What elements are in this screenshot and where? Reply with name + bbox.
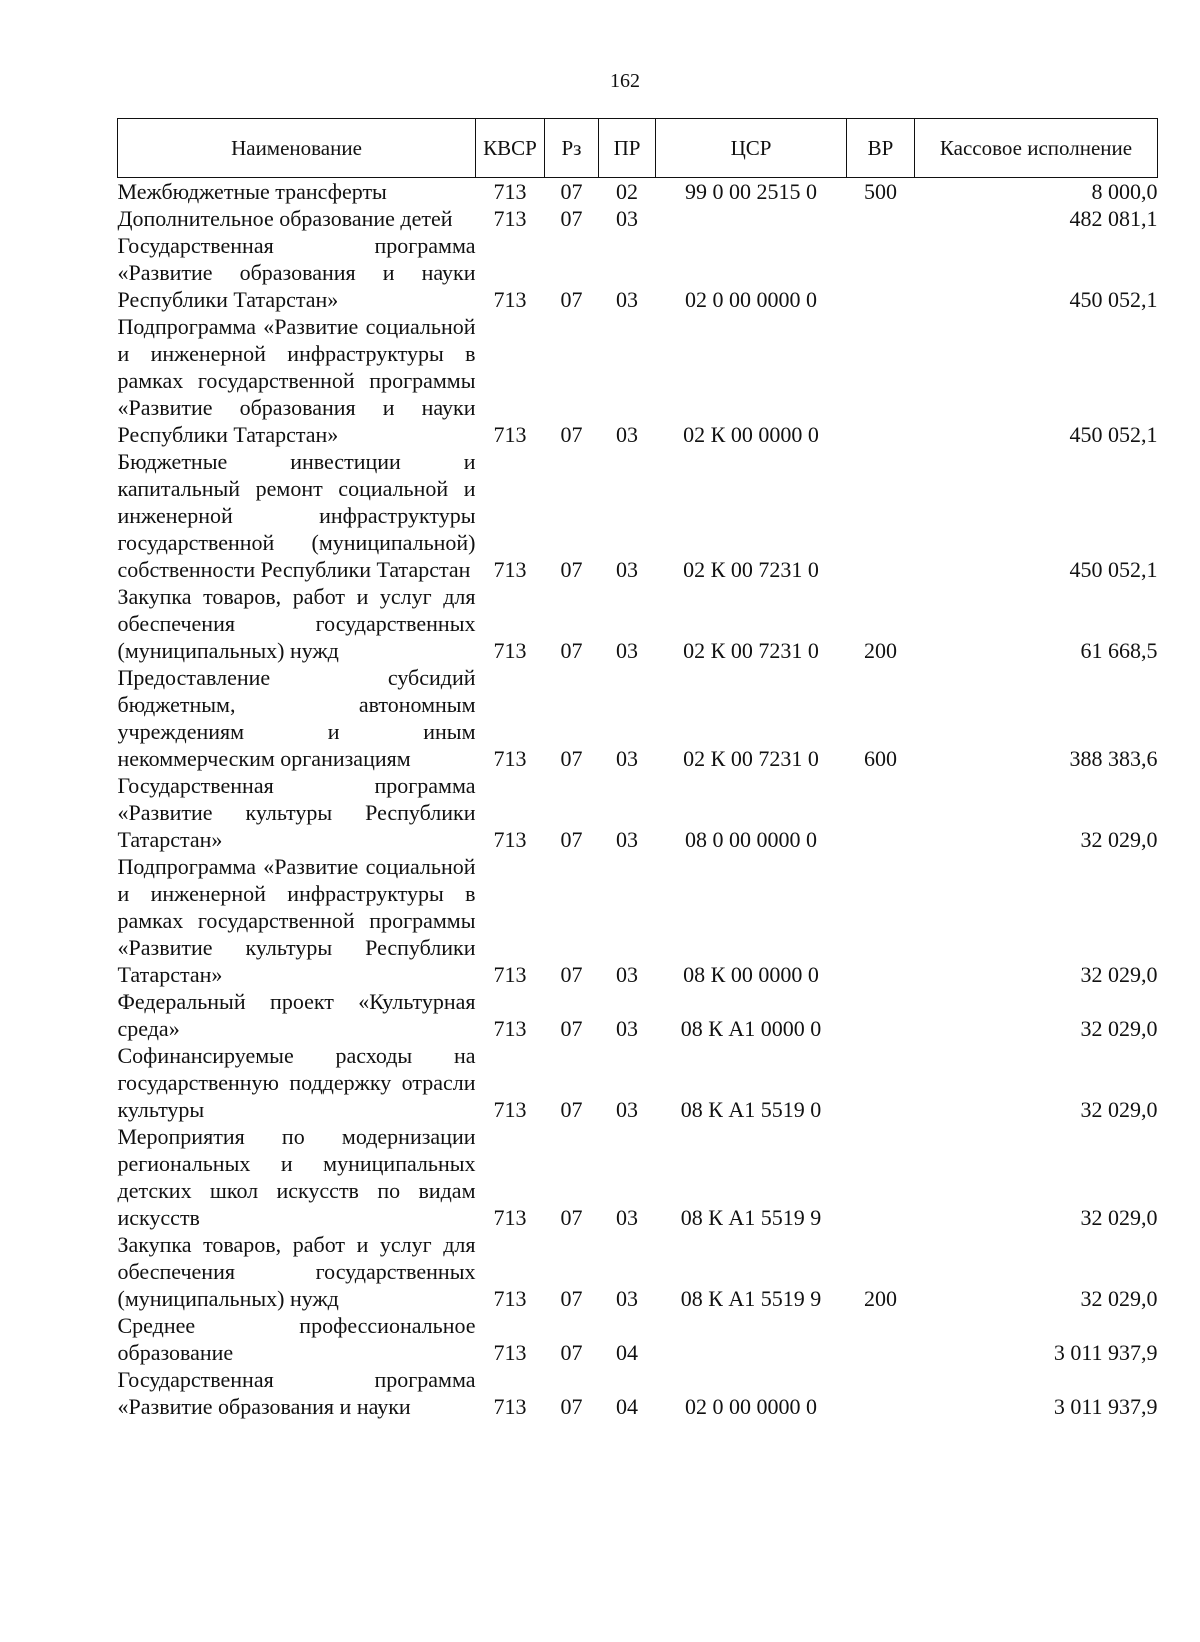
cell-rz: 07 [560,1394,583,1419]
cell-amount: 32 029,0 [1080,1205,1158,1230]
cell-pr: 03 [616,1286,638,1311]
cell-csr: 99 0 00 2515 0 [685,179,817,204]
budget-execution-table [117,118,1158,1420]
table-row [118,178,1158,206]
cell-amount: 450 052,1 [1069,287,1158,312]
cell-name: Дополнительное образование детей [117,206,453,231]
cell-vr [847,205,915,232]
cell-csr: 08 К А1 5519 9 [680,1205,822,1230]
cell-amount: 8 000,0 [1091,179,1158,204]
cell-name: Государственная программа «Развитие образования и науки Республики Татарстан» [117,233,476,312]
cell-kvsr: 713 [493,827,527,852]
cell-vr [847,1042,915,1123]
cell-name: Бюджетные инвестиции и капитальный ремонт социальной и инженерной инфраструктуры государственной (муниципальной) собственности Республики Татарстан [117,449,476,582]
cell-rz: 07 [560,1286,583,1311]
table-header-row [118,119,1158,178]
cell-vr [847,772,915,853]
table-row [118,1123,1158,1231]
cell-kvsr: 713 [493,1205,527,1230]
cell-pr: 03 [616,287,638,312]
cell-name: Среднее профессиональное образование [117,1313,476,1365]
table-row [118,448,1158,583]
table-row [118,1312,1158,1366]
cell-vr: 200 [864,1286,897,1311]
page-number: 162 [610,70,640,92]
table-row [118,1042,1158,1123]
cell-kvsr: 713 [493,1016,527,1041]
cell-pr: 02 [616,179,638,204]
header-csr: ЦСР [656,119,847,178]
cell-amount: 32 029,0 [1080,1097,1158,1122]
cell-pr: 03 [616,422,638,447]
cell-kvsr: 713 [493,962,527,987]
cell-amount: 32 029,0 [1080,962,1158,987]
cell-name: Государственная программа «Развитие образования и науки [117,1367,476,1419]
cell-rz: 07 [560,638,583,663]
cell-csr [656,1312,847,1366]
cell-pr: 03 [616,1097,638,1122]
cell-kvsr: 713 [493,638,527,663]
table-row [118,232,1158,313]
table-row [118,772,1158,853]
cell-csr: 08 0 00 0000 0 [685,827,817,852]
cell-rz: 07 [560,179,583,204]
cell-rz: 07 [560,1205,583,1230]
cell-amount: 61 668,5 [1080,638,1158,663]
cell-csr: 08 К А1 5519 0 [680,1097,822,1122]
cell-amount: 32 029,0 [1080,1016,1158,1041]
cell-pr: 04 [616,1340,638,1365]
cell-rz: 07 [560,557,583,582]
cell-pr: 03 [616,557,638,582]
cell-rz: 07 [560,206,583,231]
cell-rz: 07 [560,827,583,852]
cell-rz: 07 [560,1016,583,1041]
header-name: Наименование [118,119,476,178]
header-rz: Рз [545,119,599,178]
header-vr: ВР [847,119,915,178]
cell-name: Предоставление субсидий бюджетным, автономным учреждениям и иным некоммерческим организациям [117,665,476,771]
cell-vr [847,232,915,313]
cell-csr: 02 К 00 7231 0 [683,746,819,771]
cell-kvsr: 713 [493,287,527,312]
table-row [118,853,1158,988]
cell-pr: 03 [616,1016,638,1041]
cell-amount: 3 011 937,9 [1053,1340,1158,1365]
cell-pr: 03 [616,206,638,231]
cell-kvsr: 713 [493,422,527,447]
cell-amount: 388 383,6 [1069,746,1158,771]
cell-name: Софинансируемые расходы на государственную поддержку отрасли культуры [117,1043,476,1122]
cell-kvsr: 713 [493,1394,527,1419]
table-row [118,583,1158,664]
cell-name: Мероприятия по модернизации региональных и муниципальных детских школ искусств по видам искусств [117,1124,476,1230]
cell-vr: 500 [864,179,897,204]
cell-pr: 03 [616,746,638,771]
cell-vr: 600 [864,746,897,771]
cell-vr [847,313,915,448]
cell-rz: 07 [560,962,583,987]
cell-csr: 02 К 00 7231 0 [683,638,819,663]
header-kvsr: КВСР [476,119,545,178]
cell-pr: 04 [616,1394,638,1419]
cell-rz: 07 [560,287,583,312]
cell-kvsr: 713 [493,206,527,231]
cell-csr: 02 0 00 0000 0 [685,287,817,312]
cell-csr: 08 К А1 5519 9 [680,1286,822,1311]
cell-kvsr: 713 [493,179,527,204]
cell-name: Межбюджетные трансферты [117,179,387,204]
header-amount: Кассовое исполнение [915,119,1158,178]
cell-csr: 08 К 00 0000 0 [683,962,819,987]
cell-name: Федеральный проект «Культурная среда» [117,989,476,1041]
cell-rz: 07 [560,422,583,447]
table-row [118,313,1158,448]
table-row [118,1366,1158,1420]
cell-kvsr: 713 [493,1340,527,1365]
cell-name: Государственная программа «Развитие культуры Республики Татарстан» [117,773,476,852]
cell-csr: 08 К А1 0000 0 [680,1016,822,1041]
table-row [118,1231,1158,1312]
cell-amount: 450 052,1 [1069,557,1158,582]
cell-csr [656,205,847,232]
cell-vr [847,1312,915,1366]
cell-rz: 07 [560,1097,583,1122]
cell-kvsr: 713 [493,1097,527,1122]
cell-amount: 32 029,0 [1080,1286,1158,1311]
cell-name: Закупка товаров, работ и услуг для обеспечения государственных (муниципальных) нужд [117,1232,476,1311]
cell-amount: 450 052,1 [1069,422,1158,447]
cell-vr [847,853,915,988]
cell-csr: 02 К 00 0000 0 [683,422,819,447]
table-row [118,664,1158,772]
cell-vr [847,1123,915,1231]
table-row [118,988,1158,1042]
cell-kvsr: 713 [493,746,527,771]
cell-pr: 03 [616,1205,638,1230]
cell-vr [847,1366,915,1420]
table-row [118,205,1158,232]
cell-kvsr: 713 [493,557,527,582]
cell-vr [847,988,915,1042]
cell-pr: 03 [616,962,638,987]
cell-name: Подпрограмма «Развитие социальной и инженерной инфраструктуры в рамках государственной программы «Развитие культуры Республики Татарстан» [117,854,476,987]
cell-vr: 200 [864,638,897,663]
cell-kvsr: 713 [493,1286,527,1311]
cell-csr: 02 0 00 0000 0 [685,1394,817,1419]
cell-name: Закупка товаров, работ и услуг для обеспечения государственных (муниципальных) нужд [117,584,476,663]
cell-amount: 482 081,1 [1069,206,1158,231]
cell-rz: 07 [560,1340,583,1365]
cell-pr: 03 [616,638,638,663]
cell-name: Подпрограмма «Развитие социальной и инженерной инфраструктуры в рамках государственной программы «Развитие образования и науки Республики Татарстан» [117,314,476,447]
cell-pr: 03 [616,827,638,852]
cell-amount: 32 029,0 [1080,827,1158,852]
cell-rz: 07 [560,746,583,771]
header-pr: ПР [599,119,656,178]
cell-amount: 3 011 937,9 [1053,1394,1158,1419]
cell-csr: 02 К 00 7231 0 [683,557,819,582]
cell-vr [847,448,915,583]
